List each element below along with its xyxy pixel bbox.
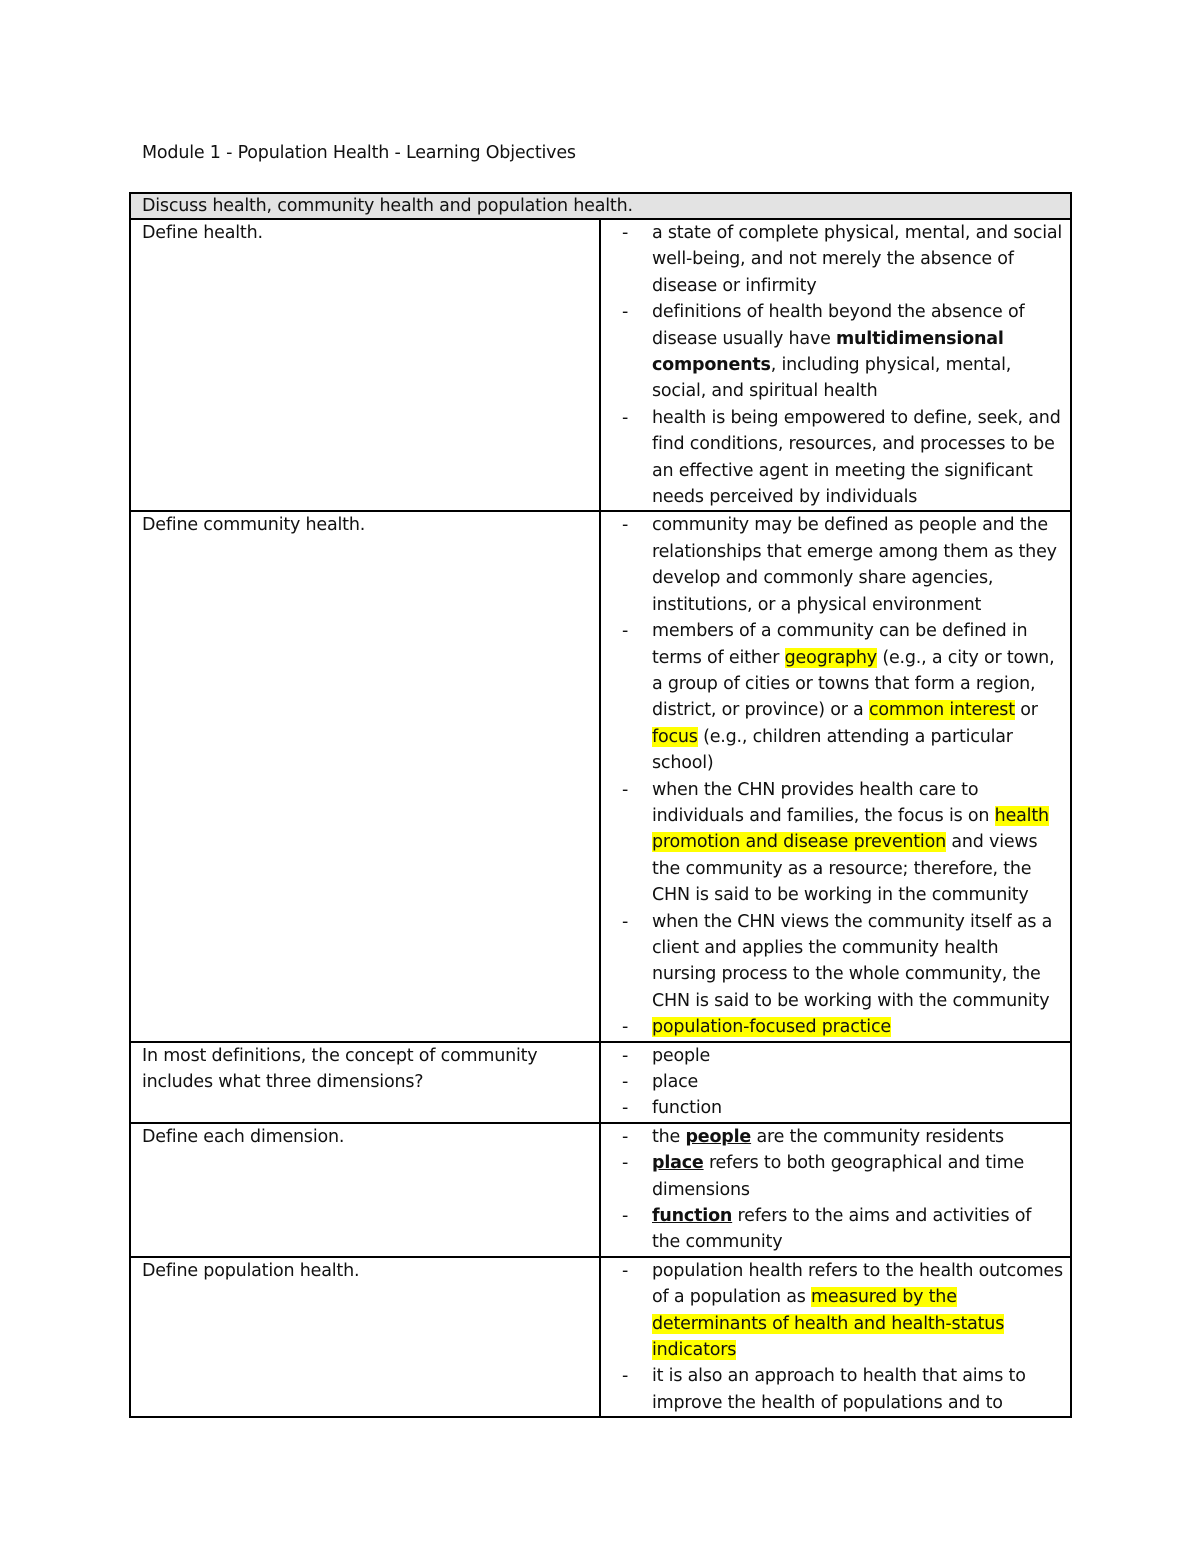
highlighted-text: focus [652,726,698,747]
answer-item [612,1014,1064,1040]
highlighted-text: health promotion and disease prevention [652,805,1049,853]
answer-text-segment: refers to both geographical and time dimensions [652,1153,1025,1200]
highlighted-text: population-focused practice [652,1017,891,1038]
emphasized-text: place [652,1153,704,1174]
highlighted-text: common interest [868,700,1015,721]
question-cell: Define each dimension. [130,1123,600,1257]
answer-item [612,405,1064,511]
answer-text [652,909,1064,1015]
question-cell: Define health. [130,219,600,511]
answer-text-segment: it is also an approach to health that aims to improve the health of populations and to [652,1366,1026,1413]
table-header-cell: Discuss health, community health and population health. [130,193,1071,219]
answer-item [612,1203,1064,1256]
bullet-dash: - [622,1260,629,1281]
bullet-dash: - [622,621,629,642]
answer-list [612,512,1064,1040]
answer-text-segment: , including physical, mental, social, and spiritual health [652,355,1012,402]
answer-text [652,1124,1064,1150]
answer-text-segment: health is being empowered to define, seek, and find conditions, resources, and processes to be an effective agent in meeting the significant needs perceived by individuals [652,407,1061,508]
answer-text [652,1363,1064,1416]
answer-text-segment: function [652,1098,722,1119]
objectives-table-body [130,193,1071,1417]
bullet-dash: - [622,1098,629,1119]
answer-text-segment: or [1014,700,1038,721]
answer-text [652,1014,1064,1040]
highlighted-text: measured by the determinants of health and health-status indicators [652,1287,1005,1361]
answer-text [652,405,1064,511]
answer-item [612,1095,1064,1121]
bullet-dash: - [622,779,629,800]
answer-item [612,512,1064,618]
answer-text [652,1150,1064,1203]
answer-list [612,1258,1064,1416]
answer-text [652,1043,1064,1069]
answer-item [612,777,1064,909]
bullet-dash: - [622,911,629,932]
bullet-dash: - [622,1017,629,1038]
answer-text-segment: when the CHN provides health care to individuals and families, the focus is on [652,779,995,826]
answer-text [652,777,1064,909]
bullet-dash: - [622,515,629,536]
answer-list [612,220,1064,510]
table-header-row [130,193,1071,219]
bullet-dash: - [622,1126,629,1147]
bullet-dash: - [622,407,629,428]
answer-text-segment: people [652,1045,711,1066]
answer-text [652,220,1064,299]
answer-item [612,1069,1064,1095]
highlighted-text: geography [784,647,877,668]
answer-text [652,1258,1064,1364]
answer-text [652,1095,1064,1121]
bullet-dash: - [622,302,629,323]
answer-text-segment: community may be defined as people and the relationships that emerge among them as they develop and commonly share agencies, institutions, or a physical environment [652,515,1057,615]
bullet-dash: - [622,1206,629,1227]
bullet-dash: - [622,223,629,243]
answer-item [612,299,1064,405]
emphasized-text: people [685,1126,752,1147]
answer-text-segment: the [652,1126,686,1147]
bullet-dash: - [622,1366,629,1387]
bullet-dash: - [622,1072,629,1092]
answer-text-segment: and views the community as a resource; therefore, the CHN is said to be working in the community [652,832,1038,906]
answer-item [612,1124,1064,1150]
emphasized-text: function [652,1206,733,1227]
table-row [130,1042,1071,1123]
question-cell: Define population health. [130,1257,600,1417]
answer-cell [600,1257,1071,1417]
answer-item [612,1363,1064,1416]
answer-text [652,1069,1064,1095]
answer-item [612,909,1064,1015]
answer-item [612,1258,1064,1364]
objectives-table [129,192,1072,1418]
answer-text [652,1203,1064,1256]
bullet-dash: - [622,1045,629,1066]
table-row [130,1257,1071,1417]
answer-text-segment: are the community residents [751,1126,1004,1147]
answer-item [612,220,1064,299]
emphasized-text: multidimensional components [652,328,1004,376]
answer-text-segment: when the CHN views the community itself as a client and applies the community health nursing process to the whole community, the CHN is said to be working with the community [652,911,1053,1011]
answer-text-segment: a state of complete physical, mental, and social well-being, and not merely the absence of disease or infirmity [652,223,1063,296]
table-row [130,219,1071,511]
answer-cell [600,511,1071,1041]
answer-cell [600,219,1071,511]
answer-item [612,618,1064,776]
answer-text-segment: (e.g., a city or town, a group of cities or towns that form a region, district, or province) or a [652,647,1055,721]
answer-text-segment: population health refers to the health outcomes of a population as [652,1260,1063,1308]
answer-list [612,1124,1064,1256]
answer-item [612,1150,1064,1203]
answer-text-segment: place [652,1072,699,1092]
answer-cell [600,1123,1071,1257]
answer-text-segment: definitions of health beyond the absence of disease usually have [652,302,1025,349]
answer-cell [600,1042,1071,1123]
answer-text-segment: refers to the aims and activities of the community [652,1206,1032,1253]
page-title: Module 1 - Population Health - Learning Objectives [142,143,576,163]
table-row [130,511,1071,1041]
answer-item [612,1043,1064,1069]
answer-text [652,618,1064,776]
answer-text [652,299,1064,405]
answer-text-segment: members of a community can be defined in terms of either [652,621,1028,668]
question-cell: In most definitions, the concept of community includes what three dimensions? [130,1042,600,1123]
answer-list [612,1043,1064,1122]
answer-text-segment: (e.g., children attending a particular school) [652,726,1013,774]
question-cell: Define community health. [130,511,600,1041]
bullet-dash: - [622,1153,629,1174]
table-row [130,1123,1071,1257]
answer-text [652,512,1064,618]
